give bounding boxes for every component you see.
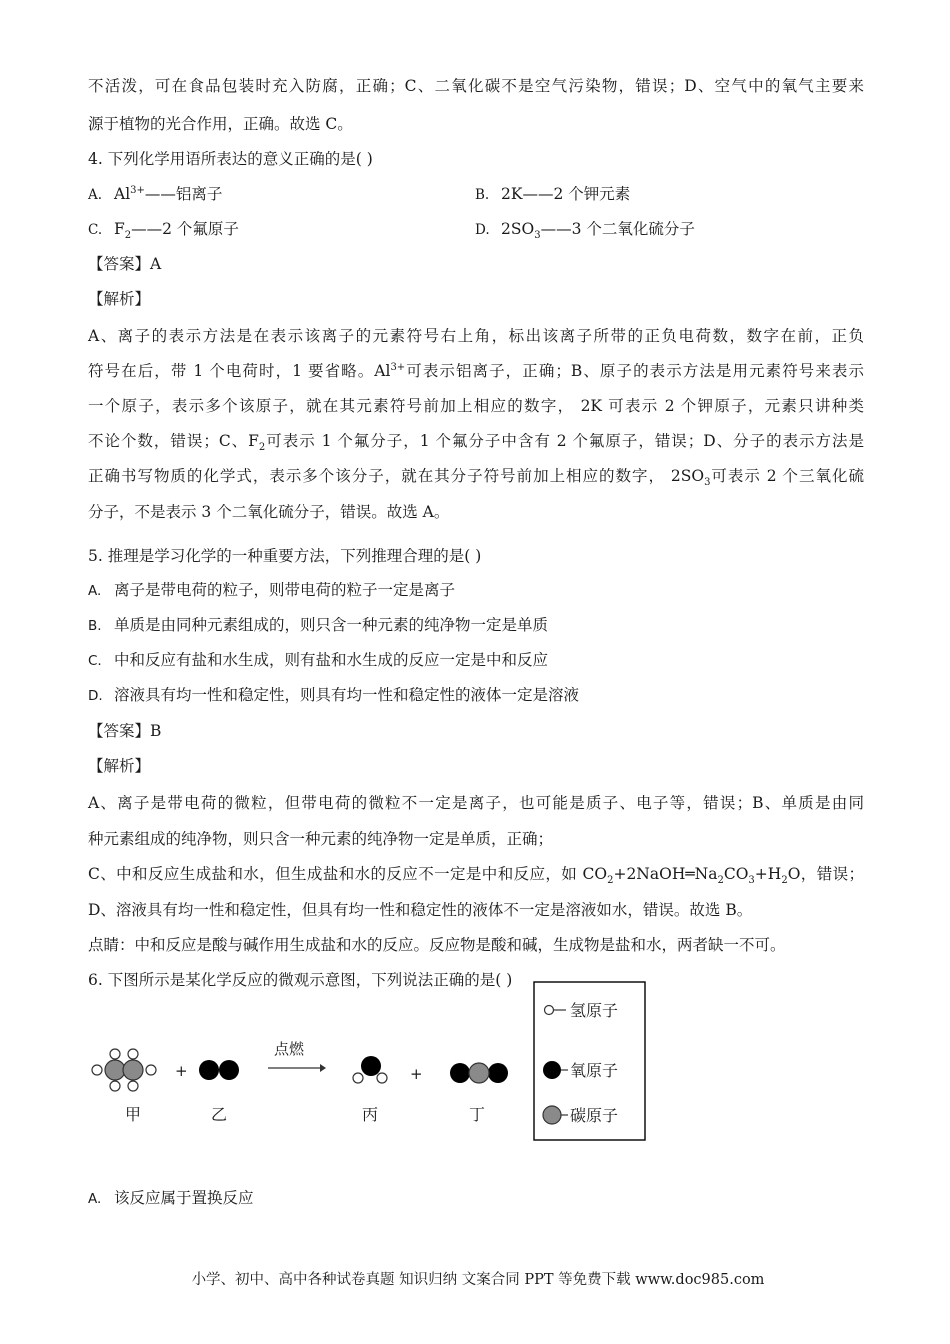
formula: Al <box>114 185 131 203</box>
q5-option-b <box>88 615 864 636</box>
arrow-label: 点燃 <box>274 1040 305 1058</box>
answer-value: B <box>150 722 162 740</box>
answer-label: 【答案】 <box>88 255 151 273</box>
legend-oxygen: 氧原子 <box>570 1061 619 1080</box>
formula: F <box>114 220 125 238</box>
text-run: +H <box>754 865 782 883</box>
subscript: 3 <box>748 875 755 887</box>
label-ding: 丁 <box>469 1105 486 1124</box>
plus-sign: + <box>410 1065 423 1083</box>
option-text: ——铝离子 <box>144 185 223 203</box>
option-text: 溶液具有均一性和稳定性，则具有均一性和稳定性的液体一定是溶液 <box>114 686 580 704</box>
q5-analysis-line: A、离子是带电荷的微粒，但带电荷的微粒不一定是离子，也可能是质子、电子等，错误；B、单质是由同 <box>88 794 864 812</box>
q5-option-a <box>88 580 864 601</box>
text-run: 不论个数，错误；C、F <box>88 432 259 450</box>
q4-analysis-line <box>88 466 864 489</box>
formula: 2SO <box>501 220 535 238</box>
question-4-stem: 4. 下列化学用语所表达的意义正确的是( ) <box>88 150 373 168</box>
option-text: 该反应属于置换反应 <box>114 1189 254 1207</box>
text-run: 可表示 1 个氟分子，1 个氟分子中含有 2 个氟原子，错误；D、分子的表示方法是 <box>265 432 864 450</box>
hydrogen-atom-icon <box>545 1006 554 1015</box>
option-label: B. <box>88 618 102 634</box>
reaction-diagram <box>88 980 648 1150</box>
option-label: A. <box>88 187 103 203</box>
option-text: 单质是由同种元素组成的，则只含一种元素的纯净物一定是单质 <box>114 616 549 634</box>
molecule-yi <box>199 1060 239 1080</box>
subscript: 2 <box>258 442 266 454</box>
q4-answer <box>88 254 864 274</box>
oxygen-atom-icon <box>543 1061 561 1079</box>
molecule-bing <box>353 1056 387 1083</box>
option-text: 中和反应有盐和水生成，则有盐和水生成的反应一定是中和反应 <box>114 651 549 669</box>
text-run: O，错误； <box>787 865 864 883</box>
label-jia: 甲 <box>125 1105 142 1124</box>
legend <box>534 982 645 1140</box>
subscript: 2 <box>717 875 724 887</box>
molecule-jia <box>92 1049 156 1091</box>
text-line: 源于植物的光合作用，正确。故选 C。 <box>88 115 353 133</box>
plus-sign: + <box>175 1062 188 1080</box>
q5-analysis-label: 【解析】 <box>88 757 151 775</box>
q5-analysis-line: 种元素组成的纯净物，则只含一种元素的纯净物一定是单质，正确； <box>88 830 554 848</box>
q6-option-a <box>88 1188 864 1209</box>
text-run: 可表示 2 个三氧化硫 <box>710 467 864 485</box>
charge: 3+ <box>130 184 145 196</box>
text-run: +2NaOH═Na <box>613 865 718 883</box>
option-label: C. <box>88 222 103 238</box>
option-label: B. <box>475 187 490 203</box>
q4-option-b <box>475 184 630 205</box>
molecule-ding <box>450 1063 508 1083</box>
q4-analysis-line: 分子，不是表示 3 个二氧化硫分子，错误。故选 A。 <box>88 503 450 521</box>
q5-answer <box>88 721 864 741</box>
legend-hydrogen: 氢原子 <box>570 1001 619 1020</box>
question-5-stem: 5. 推理是学习化学的一种重要方法，下列推理合理的是( ) <box>88 547 482 565</box>
q5-analysis-line <box>88 864 864 887</box>
answer-label: 【答案】 <box>88 722 151 740</box>
answer-value: A <box>150 255 162 273</box>
option-text: ——2 个氟原子 <box>131 220 239 238</box>
q4-analysis-line: 一个原子，表示多个该原子，就在其元素符号前加上相应的数字， 2K 可表示 2 个钾原子，元素只讲种类 <box>88 397 864 415</box>
text-run: C、中和反应生成盐和水，但生成盐和水的反应不一定是中和反应，如 CO <box>88 865 608 883</box>
subscript: 2 <box>124 230 132 242</box>
q4-analysis-line <box>88 431 864 454</box>
q4-analysis-line <box>88 361 864 381</box>
subscript: 3 <box>534 230 541 242</box>
q5-option-c <box>88 650 864 671</box>
option-label: C. <box>88 653 102 669</box>
text-run: CO <box>723 865 749 883</box>
arrow-head-icon <box>320 1064 326 1072</box>
q4-analysis-label: 【解析】 <box>88 290 151 308</box>
text-run: 正确书写物质的化学式，表示多个该分子，就在其分子符号前加上相应的数字， 2SO <box>88 467 705 485</box>
option-label: A. <box>88 1191 102 1207</box>
label-yi: 乙 <box>211 1105 228 1124</box>
q4-analysis-line: A、离子的表示方法是在表示该离子的元素符号右上角，标出该离子所带的正负电荷数，数字在前，正负 <box>88 327 864 345</box>
option-label: D. <box>88 688 103 704</box>
option-label: D. <box>475 222 490 238</box>
option-text: 2K——2 个钾元素 <box>501 185 631 203</box>
text-run: 可表示铝离子，正确；B、原子的表示方法是用元素符号来表示 <box>405 362 864 380</box>
option-label: A. <box>88 583 102 599</box>
text-run: 符号在后，带 1 个电荷时，1 要省略。Al <box>88 362 391 380</box>
option-text: ——3 个二氧化硫分子 <box>540 220 695 238</box>
q4-option-d <box>475 219 695 240</box>
text-line: 不活泼，可在食品包装时充入防腐，正确；C、二氧化碳不是空气污染物，错误；D、空气中的氧气主要来 <box>88 77 864 95</box>
subscript: 2 <box>607 875 614 887</box>
q5-option-d <box>88 685 864 706</box>
q5-analysis-line: D、溶液具有均一性和稳定性，但具有均一性和稳定性的液体不一定是溶液如水，错误。故选 B。 <box>88 901 753 919</box>
question-6-stem: 6. 下图所示是某化学反应的微观示意图，下列说法正确的是( ) <box>88 971 513 989</box>
subscript: 2 <box>781 875 788 887</box>
option-text: 离子是带电荷的粒子，则带电荷的粒子一定是离子 <box>114 581 456 599</box>
subscript: 3 <box>704 477 711 489</box>
carbon-atom-icon <box>543 1106 561 1124</box>
legend-carbon: 碳原子 <box>570 1106 619 1125</box>
q5-tip-line: 点睛：中和反应是酸与碱作用生成盐和水的反应。反应物是酸和碱，生成物是盐和水，两者缺一不可。 <box>88 936 786 954</box>
label-bing: 丙 <box>362 1105 379 1124</box>
page-footer: 小学、初中、高中各种试卷真题 知识归纳 文案合同 PPT 等免费下载 www.doc985.com <box>191 1272 765 1288</box>
charge: 3+ <box>390 361 406 373</box>
